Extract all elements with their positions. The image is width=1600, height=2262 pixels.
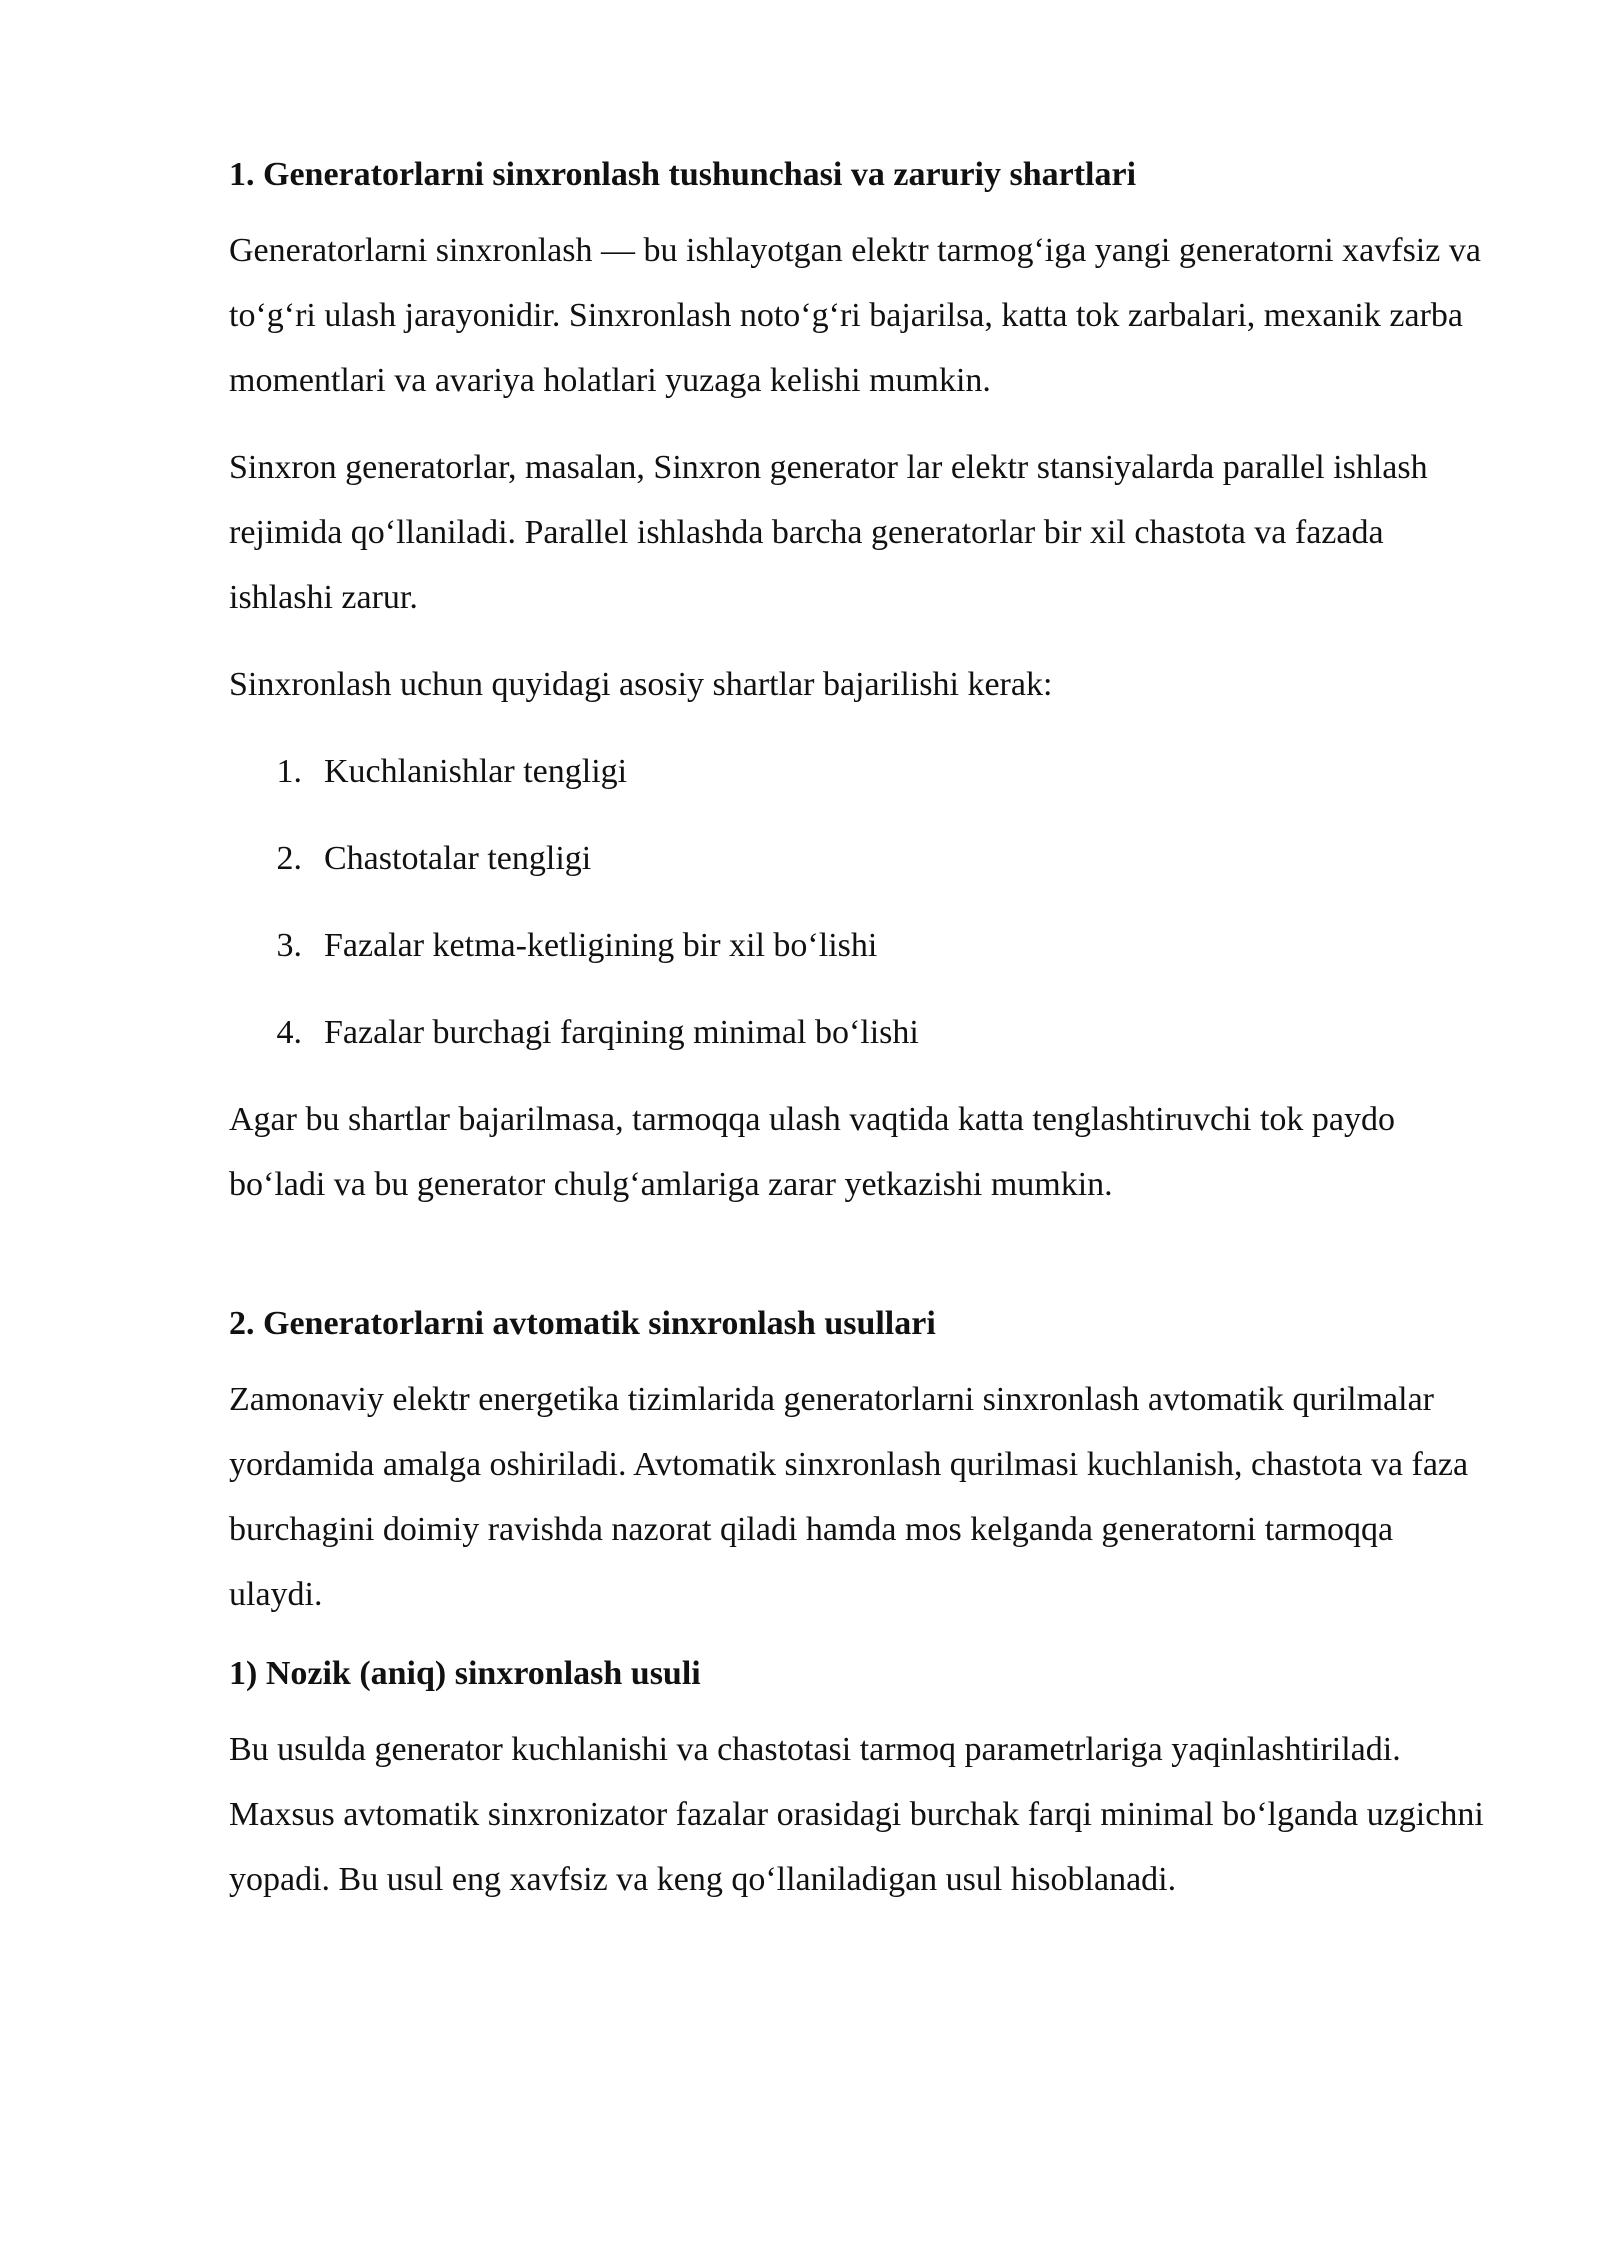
section1-paragraph-1: Generatorlarni sinxronlash — bu ishlayotgan elektr tarmog‘iga yangi generatorni xavfsiz va to‘g‘ri ulash jarayonidir. Sinxronlash noto‘g‘ri bajarilsa, katta tok zarbalari, mexanik zarba momentlari va avariya holatlari yuzaga kelishi mumkin. <box>229 232 1481 399</box>
section1-heading: 1. Generatorlarni sinxronlash tushunchasi va zaruriy shartlari <box>229 156 1137 193</box>
list-item <box>229 826 1489 891</box>
conditions-list <box>229 739 1489 1065</box>
section2-heading: 2. Generatorlarni avtomatik sinxronlash usullari <box>229 1305 936 1342</box>
list-item <box>229 913 1489 978</box>
list-item-number: 2. <box>276 840 302 877</box>
subsection1-paragraph-1: Bu usulda generator kuchlanishi va chastotasi tarmoq parametrlariga yaqinlashtiriladi. Maxsus avtomatik sinxronizator fazalar orasidagi burchak farqi minimal bo‘lganda uzgichni yopadi. Bu usul eng xavfsiz va keng qo‘llaniladigan usul hisoblanadi. <box>229 1731 1484 1898</box>
subsection1-heading: 1) Nozik (aniq) sinxronlash usuli <box>229 1655 701 1692</box>
section1-paragraph-3: Sinxronlash uchun quyidagi asosiy shartlar bajarilishi kerak: <box>229 666 1053 703</box>
list-item-text: Kuchlanishlar tengligi <box>324 753 628 790</box>
document-page <box>229 150 1489 1934</box>
list-item <box>229 739 1489 804</box>
list-item-text: Fazalar ketma-ketligining bir xil bo‘lishi <box>324 927 878 964</box>
section1-paragraph-4: Agar bu shartlar bajarilmasa, tarmoqqa ulash vaqtida katta tenglashtiruvchi tok paydo bo‘ladi va bu generator chulg‘amlariga zarar yetkazishi mumkin. <box>229 1101 1396 1203</box>
list-item-text: Fazalar burchagi farqining minimal bo‘lishi <box>324 1014 919 1051</box>
list-item <box>229 1000 1489 1065</box>
list-item-text: Chastotalar tengligi <box>324 840 592 877</box>
section2-paragraph-1: Zamonaviy elektr energetika tizimlarida generatorlarni sinxronlash avtomatik qurilmalar yordamida amalga oshiriladi. Avtomatik sinxronlash qurilmasi kuchlanish, chastota va faza burchagini doimiy ravishda nazorat qiladi hamda mos kelganda generatorni tarmoqqa ulaydi. <box>229 1381 1469 1613</box>
section1-paragraph-2: Sinxron generatorlar, masalan, Sinxron generator lar elektr stansiyalarda parallel ishlash rejimida qo‘llaniladi. Parallel ishlashda barcha generatorlar bir xil chastota va fazada ishlashi zarur. <box>229 449 1428 616</box>
list-item-number: 3. <box>276 927 302 964</box>
list-item-number: 1. <box>276 753 302 790</box>
list-item-number: 4. <box>276 1014 302 1051</box>
section-spacer <box>229 1239 1489 1299</box>
